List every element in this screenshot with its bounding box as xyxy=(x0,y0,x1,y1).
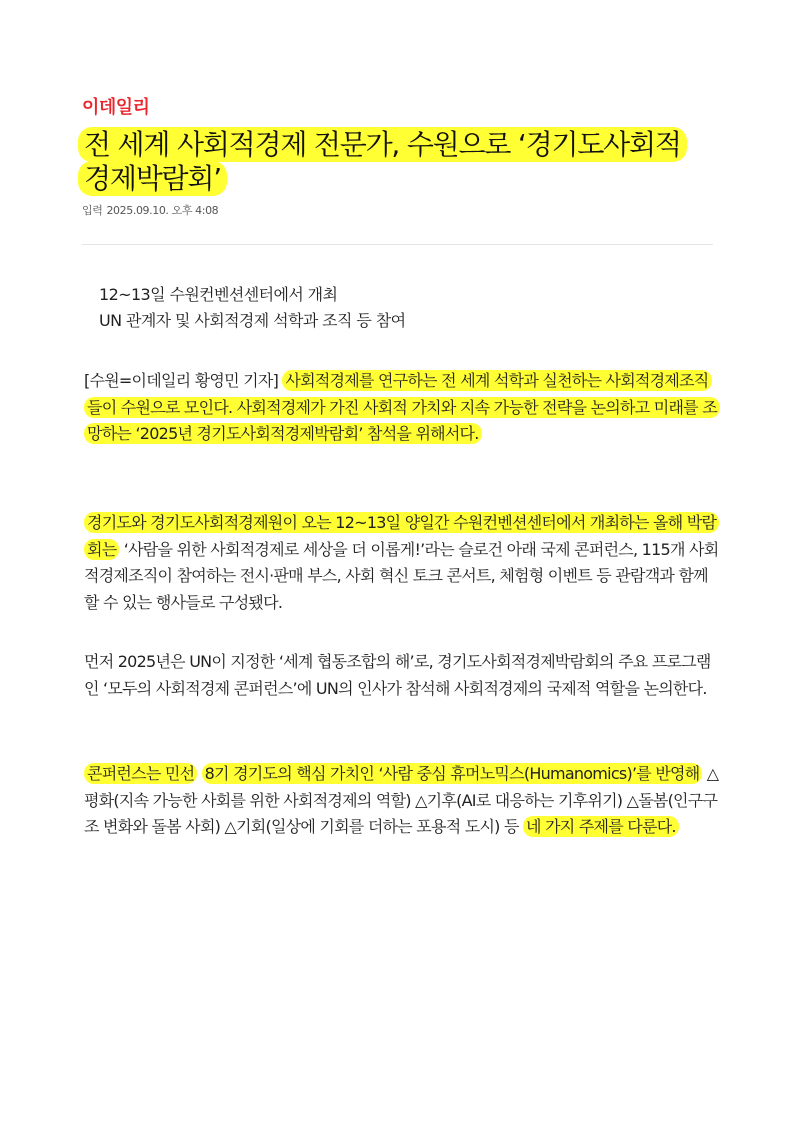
site-logo[interactable]: 이데일리 xyxy=(82,97,150,118)
subheading: 12~13일 수원컨벤션센터에서 개최 xyxy=(99,285,338,304)
article-paragraph-1 xyxy=(84,368,720,448)
highlighted-text: 콘퍼런스는 민선 xyxy=(84,763,197,784)
body-text: 먼저 2025년은 UN이 지정한 ‘세계 협동조합의 해’로, 경기도사회적경제박람회의 주요 프로그램인 ‘모두의 사회적경제 콘퍼런스’에 UN의 인사가 참석해 사회적경제의 국제적 역할을 논의한다. xyxy=(84,652,711,698)
body-text: ‘사람을 위한 사회적경제로 세상을 더 이롭게!’라는 슬로건 아래 국제 콘퍼런스, 115개 사회적경제조직이 참여하는 전시·판매 부스, 사회 혁신 토크 콘서트, 체험형 이벤트 등 관람객과 함께할 수 있는 행사들로 구성됐다. xyxy=(84,539,719,612)
byline-text: [수원=이데일리 황영민 기자] xyxy=(84,371,283,390)
body-text: △평화(지속 가능한 사회를 위한 사회적경제의 역할) △기후(AI로 대응하는 기후위기) △돌봄(인구구조 변화와 돌봄 사회) △기회(일상에 기회를 더하는 포용적 도시) 등 xyxy=(84,764,719,836)
highlighted-text: 8기 경기도의 핵심 가치인 ‘사람 중심 휴머노믹스(Humanomics)’를 반영해 xyxy=(202,763,703,784)
article-subheadings xyxy=(99,282,405,334)
highlighted-text: 경기도와 경기도사회적경제원이 오는 12~13일 양일간 수원컨벤션센터에서 개최하는 올해 박람회는 xyxy=(84,512,719,560)
article-paragraph-4 xyxy=(84,761,720,841)
highlighted-text: 사회적경제를 연구하는 전 세계 석학과 실천하는 사회적경제조직들이 수원으로 모인다. 사회적경제가 가진 사회적 가치와 지속 가능한 전략을 논의하고 미래를 조망하는 ‘2025년 경기도사회적경제박람회’ 참석을 위해서다. xyxy=(84,370,720,444)
article-title xyxy=(78,128,718,196)
highlighted-text: 네 가지 주제를 다룬다. xyxy=(523,816,679,837)
article-paragraph-2 xyxy=(84,510,720,616)
article-paragraph-3 xyxy=(84,649,720,702)
body-text xyxy=(197,764,201,783)
subheading: UN 관계자 및 사회적경제 석학과 조직 등 참여 xyxy=(99,311,406,330)
publish-label: 입력 xyxy=(82,204,103,217)
header-divider xyxy=(82,244,713,245)
article-title-line-1: 전 세계 사회적경제 전문가, 수원으로 ‘경기도사회적 xyxy=(78,127,687,162)
publish-info xyxy=(82,204,218,218)
publish-date: 2025.09.10. 오후 4:08 xyxy=(106,204,219,217)
article-title-line-2: 경제박람회’ xyxy=(78,161,227,196)
